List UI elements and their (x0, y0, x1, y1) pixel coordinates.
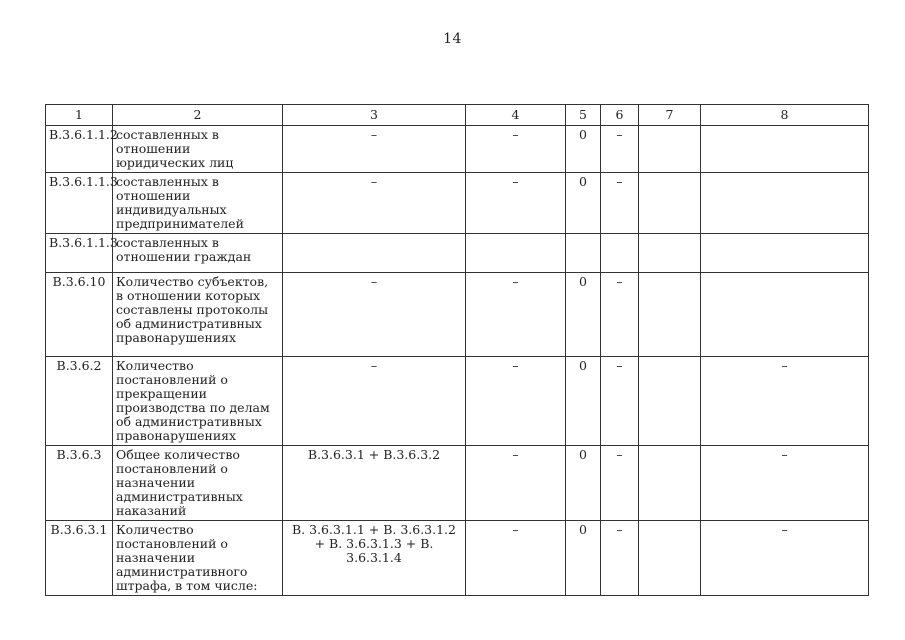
row-cell-8 (701, 126, 869, 173)
row-code: В.3.6.3 (46, 446, 113, 521)
column-header: 1 (46, 105, 113, 126)
row-cell-5: 0 (566, 173, 601, 234)
row-description: составленных в отношении юридических лиц (113, 126, 283, 173)
row-code: В.3.6.1.1.3 (46, 234, 113, 273)
row-cell-6: – (601, 273, 639, 357)
row-cell-6 (601, 234, 639, 273)
row-cell-6: – (601, 173, 639, 234)
row-cell-8 (701, 273, 869, 357)
row-cell-8 (701, 234, 869, 273)
column-header: 2 (113, 105, 283, 126)
row-cell-8: – (701, 357, 869, 446)
row-description: Количество субъектов, в отношении которых составлены протоколы об административных правонарушениях (113, 273, 283, 357)
row-formula: – (283, 357, 466, 446)
row-cell-7 (639, 173, 701, 234)
row-code: В.3.6.10 (46, 273, 113, 357)
row-cell-4: – (466, 126, 566, 173)
row-formula: – (283, 273, 466, 357)
table-row (46, 234, 869, 273)
row-cell-6: – (601, 446, 639, 521)
row-description: Количество постановлений о прекращении производства по делам об административных правонарушениях (113, 357, 283, 446)
row-description: составленных в отношении граждан (113, 234, 283, 273)
table-header-row (46, 105, 869, 126)
row-formula (283, 234, 466, 273)
table-row (46, 126, 869, 173)
row-cell-6: – (601, 126, 639, 173)
column-header: 6 (601, 105, 639, 126)
row-formula: – (283, 126, 466, 173)
row-cell-7 (639, 234, 701, 273)
row-cell-7 (639, 357, 701, 446)
data-table (45, 104, 869, 596)
row-cell-7 (639, 521, 701, 596)
row-cell-7 (639, 126, 701, 173)
column-header: 4 (466, 105, 566, 126)
table-row (46, 173, 869, 234)
row-cell-8: – (701, 446, 869, 521)
row-cell-5: 0 (566, 521, 601, 596)
row-cell-5: 0 (566, 357, 601, 446)
row-code: В.3.6.2 (46, 357, 113, 446)
row-description: Общее количество постановлений о назначении административных наказаний (113, 446, 283, 521)
column-header: 7 (639, 105, 701, 126)
table-row (46, 273, 869, 357)
row-description: составленных в отношении индивидуальных предпринимателей (113, 173, 283, 234)
row-cell-7 (639, 273, 701, 357)
table-row (46, 446, 869, 521)
row-formula: В.3.6.3.1 + В.3.6.3.2 (283, 446, 466, 521)
row-formula: – (283, 173, 466, 234)
row-cell-8 (701, 173, 869, 234)
table-row (46, 521, 869, 596)
row-cell-4: – (466, 273, 566, 357)
row-cell-6: – (601, 357, 639, 446)
row-cell-4: – (466, 357, 566, 446)
column-header: 5 (566, 105, 601, 126)
row-cell-4 (466, 234, 566, 273)
column-header: 3 (283, 105, 466, 126)
row-code: В.3.6.1.1.2 (46, 126, 113, 173)
page-number: 14 (443, 31, 462, 47)
row-cell-7 (639, 446, 701, 521)
row-cell-5 (566, 234, 601, 273)
table-row (46, 357, 869, 446)
column-header: 8 (701, 105, 869, 126)
row-cell-8: – (701, 521, 869, 596)
row-code: В.3.6.3.1 (46, 521, 113, 596)
row-cell-4: – (466, 521, 566, 596)
row-cell-4: – (466, 446, 566, 521)
row-formula: В. 3.6.3.1.1 + В. 3.6.3.1.2 + В. 3.6.3.1.3 + В. 3.6.3.1.4 (283, 521, 466, 596)
row-cell-5: 0 (566, 126, 601, 173)
row-description: Количество постановлений о назначении административного штрафа, в том числе: (113, 521, 283, 596)
row-cell-4: – (466, 173, 566, 234)
row-code: В.3.6.1.1.3 (46, 173, 113, 234)
row-cell-5: 0 (566, 273, 601, 357)
row-cell-6: – (601, 521, 639, 596)
row-cell-5: 0 (566, 446, 601, 521)
